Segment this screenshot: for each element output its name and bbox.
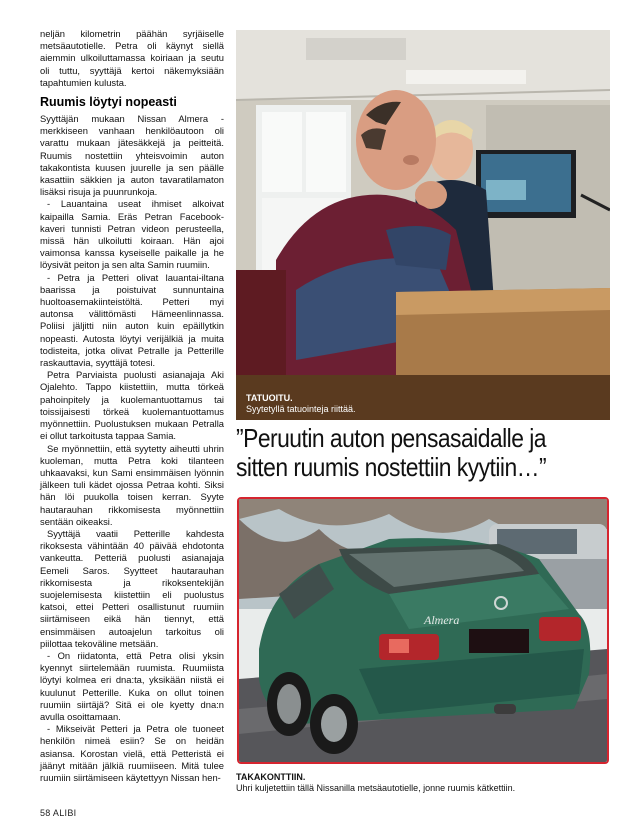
body-paragraph: Se myönnettiin, että syytetty aiheutti uhrin kuoleman, mutta Petra koki tilanteen uhkaavaksi, kun Sami ensimmäisen lyönnin jälkeen tuli kädet ojossa Petraa kohti. Siksi hän löi puukolla toisen kerran. Syyte hautarauhan rikkomisesta myönnettiin sentään oikeaksi. bbox=[40, 442, 224, 527]
photo1-caption-text: Syytetyllä tatuointeja riittää. bbox=[246, 404, 356, 414]
body-paragraph: - Lauantaina useat ihmiset alkoivat kaipailla Samia. Eräs Petran Facebook-kaveri tunnisti Petran videon perusteella, missä hän ulkoilutti koiraan. Hän ajoi vaimonsa kanssa kyseiselle paikalle ja he löysivät peiton ja sen alta Samin ruumiin. bbox=[40, 198, 224, 271]
body-paragraph: Petra Parviaista puolusti asianajaja Aki Ojalehto. Tappo kiistettiin, mutta törkeä pahoinpitely ja kuolemantuottamus tai toissijaisesti törkeä kuolemantuottamus myönnettiin. Puolustuksen mukaan Petralla ei ollut tarkoitusta tappaa Samia. bbox=[40, 369, 224, 442]
car-badge: Almera bbox=[424, 613, 460, 627]
intro-paragraph: neljän kilometrin päähän syrjäiselle metsäautotielle. Petra oli käynyt siellä aiemmin ulkoiluttamassa koiriaan ja seutu oli tuttu, syyttäjä kertoi näkemyksiään tapahtumien kulusta. bbox=[40, 28, 224, 88]
body-paragraph: Syyttäjän mukaan Nissan Almera -merkkiseen vanhaan henkilöautoon oli varattu mukaan jätesäkkejä ja peitteitä. Ruumis nostettiin yhteisvoimin auton takakontista kuusen juurelle ja sen päälle kasattiin säkkien ja auton tavaratilamaton lisäksi risuja ja puunrunkoja. bbox=[40, 113, 224, 198]
body-paragraph: - Petra ja Petteri olivat lauantai-iltana baarissa ja poistuivat sunnuntaina huoltoasemakiinteistöltä. Petteri myi autonsa välittömästi Hämeenlinnassa. Poliisi jäljitti niin auton kuin epäillytkin nopeasti. Autosta löytyi verijälkiä ja muita todisteita, jotka olivat Petralle ja Petterille raskauttavia, syyttäjä totesi. bbox=[40, 271, 224, 369]
car-photo bbox=[237, 497, 609, 764]
photo1-caption bbox=[246, 393, 356, 415]
body-paragraph: Syyttäjä vaatii Petterille kahdesta rikoksesta vähintään 40 päivää ehdotonta vankeutta. Petteriä puolusti asianajaja Eemeli Saros. Syytteet hautarauhan rikkomisesta ja rikoksentekijän suojelemisesta kiistettiin eli puolustus katsoi, ettei Petteri osallistunut ruumiin siirtämiseen eikä hän tiennyt, että ensimmäisen autoajelun tarkoitus oli piilottaa tekoväline metsään. bbox=[40, 527, 224, 649]
pull-quote-line: sitten ruumis nostettiin kyytiin…” bbox=[236, 452, 547, 482]
courtroom-illustration bbox=[236, 30, 610, 420]
page-number: 58 ALIBI bbox=[40, 808, 77, 818]
photo2-caption-title: TAKAKONTTIIN. bbox=[236, 772, 306, 782]
pull-quote bbox=[236, 424, 570, 482]
pull-quote-line: ”Peruutin auton pensasaidalle ja bbox=[236, 423, 547, 453]
photo2-caption-text: Uhri kuljetettiin tällä Nissanilla metsäautotielle, jonne ruumis kätkettiin. bbox=[236, 783, 516, 793]
section-subheading: Ruumis löytyi nopeasti bbox=[40, 95, 177, 110]
photo1-caption-title: TATUOITU. bbox=[246, 393, 293, 403]
car-illustration bbox=[239, 499, 607, 762]
article-body bbox=[40, 28, 224, 784]
courtroom-photo bbox=[236, 30, 610, 420]
body-paragraph: - Mikseivät Petteri ja Petra ole tuoneet henkilön nimeä esiin? Se on heidän asiansa. Korostan vielä, että Petteristä ei jäänyt mitään jälkiä ruumiiseen. Mitä tulee ruumiin siirtämiseen käytettyyn Nissan hen- bbox=[40, 723, 224, 783]
body-paragraph: - On riidatonta, että Petra olisi yksin kyennyt siirtelemään ruumista. Ruumiista löytyi kolmea eri dna:ta, yksikään niistä ei kuulunut Petterille. Kuka on ollut toinen ruumiin siirtäjä? Sitä ei ole kyetty dna:n avulla osoittamaan. bbox=[40, 649, 224, 722]
photo2-caption bbox=[236, 772, 616, 794]
